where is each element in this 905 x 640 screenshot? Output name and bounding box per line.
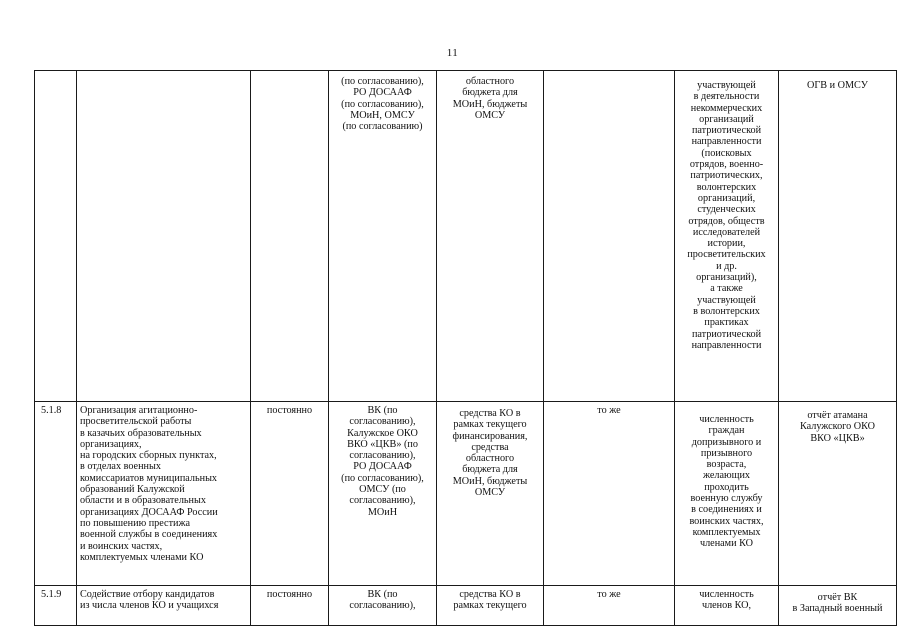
cell-indicator: участвующей в деятельности некоммерческих организаций патриотической направленности (поисковых отрядов, военно- патриотических, волонтерских организаций, студенческих отрядов, обществ исследователей истории, просветительских и др. организаций), а также участвующей в волонтерских практиках патриотической направленности: [675, 71, 779, 402]
cell-funding: средства КО в рамках текущего финансирования, средства областного бюджета для МОиН, бюджеты ОМСУ: [437, 402, 544, 586]
cell-term: [251, 71, 329, 402]
cell-num: [35, 71, 77, 402]
cell-indicator: численность членов КО,: [675, 586, 779, 626]
cell-volume: то же: [544, 402, 675, 586]
cell-report: ОГВ и ОМСУ: [779, 71, 897, 402]
cell-executors: ВК (по согласованию), Калужское ОКО ВКО «ЦКВ» (по согласованию), РО ДОСААФ (по согласованию), ОМСУ (по согласованию), МОиН: [329, 402, 437, 586]
cell-action: [77, 71, 251, 402]
cell-term: постоянно: [251, 586, 329, 626]
cell-report: отчёт ВК в Западный военный: [779, 586, 897, 626]
plan-table: [34, 70, 897, 626]
cell-volume: то же: [544, 586, 675, 626]
cell-funding: областного бюджета для МОиН, бюджеты ОМСУ: [437, 71, 544, 402]
cell-funding: средства КО в рамках текущего: [437, 586, 544, 626]
cell-indicator: численность граждан допризывного и призывного возраста, желающих проходить военную службу в соединениях и воинских частях, комплектуемых членами КО: [675, 402, 779, 586]
cell-term: постоянно: [251, 402, 329, 586]
cell-num: 5.1.9: [35, 586, 77, 626]
page-number: 11: [446, 47, 459, 59]
cell-action: Организация агитационно- просветительской работы в казачьих образовательных организациях, на городских сборных пунктах, в отделах военных комиссариатов муниципальных образований Калужской области и в образовательных организациях ДОСААФ России по повышению престижа военной службы в соединениях и воинских частях, комплектуемых членами КО: [77, 402, 251, 586]
cell-executors: (по согласованию), РО ДОСААФ (по согласованию), МОиН, ОМСУ (по согласованию): [329, 71, 437, 402]
cell-report: отчёт атамана Калужского ОКО ВКО «ЦКВ»: [779, 402, 897, 586]
table-row: [35, 586, 897, 626]
cell-action: Содействие отбору кандидатов из числа членов КО и учащихся: [77, 586, 251, 626]
table-row: [35, 71, 897, 402]
table-row: [35, 402, 897, 586]
cell-executors: ВК (по согласованию),: [329, 586, 437, 626]
cell-volume: [544, 71, 675, 402]
cell-num: 5.1.8: [35, 402, 77, 586]
